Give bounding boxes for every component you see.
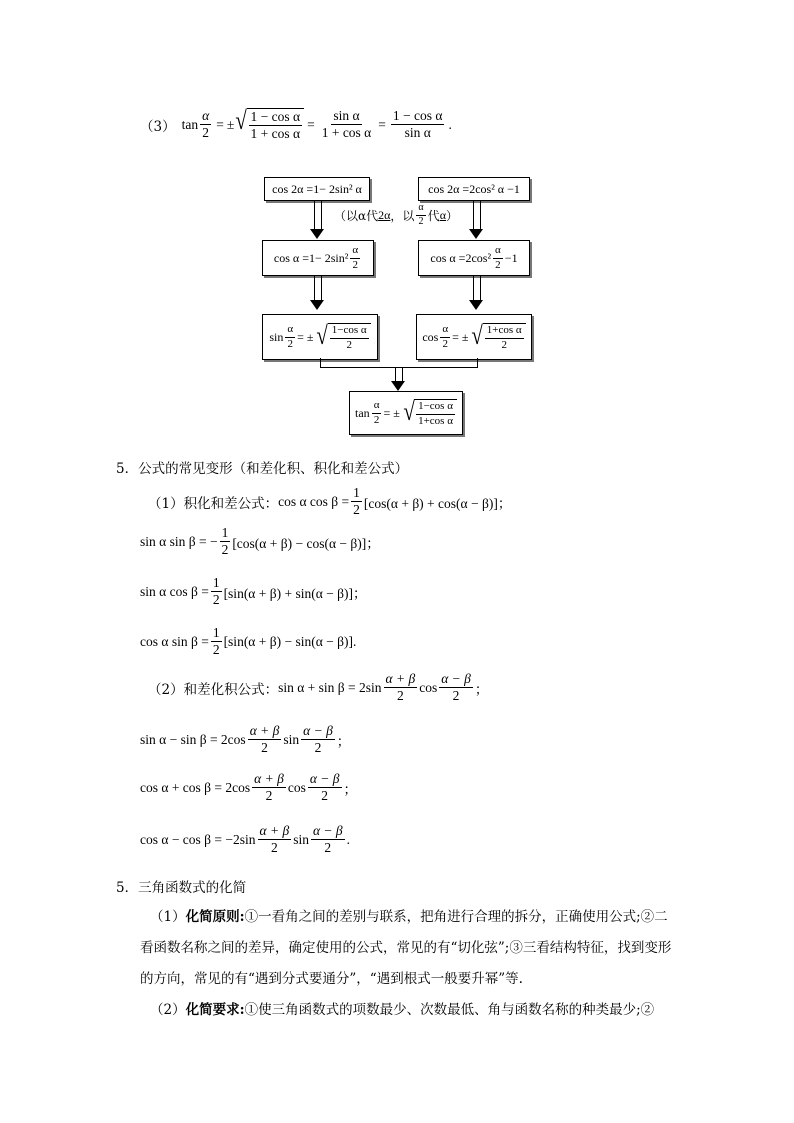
product-to-sum-2: sin α sin β = − $\frac{1}{2}$ [cos(α + β) − cos(α − β)]； — [140, 525, 380, 558]
formula-3: （3） tan $\frac{\alpha}{2}$ = ± √ $\frac{\text{1 − cos α}}{\text{1 + cos α}}$ = $\frac{\text{sin α}}{\text{1 + cos α}}$ = $\frac{\text{1 − cos α}}{\text{sin α}}$ . — [140, 106, 452, 142]
sum-to-product-3: cos α + cos β = 2cos $\frac{\alpha + \beta}{2}$ cos $\frac{\alpha - \beta}{2}$ ； — [140, 771, 357, 804]
arrowhead-right-1 — [469, 229, 483, 239]
alpha-over-2: $\frac{\alpha}{2}$ — [202, 108, 210, 141]
sum-to-product-4: cos α − cos β = −2sin $\frac{\alpha + \beta}{2}$ sin $\frac{\alpha - \beta}{2}$ . — [140, 823, 351, 856]
sum-to-product-2: sin α − sin β = 2cos $\frac{\alpha + \beta}{2}$ sin $\frac{\alpha - \beta}{2}$ ； — [140, 723, 351, 756]
box-cos2a-cos: cos 2α =2cos² α −1 — [418, 177, 530, 201]
arrow-right-1 — [473, 200, 481, 230]
sqrt-fraction: √ $\frac{\text{1 − cos α}}{\text{1 + cos α}}$ — [234, 108, 304, 141]
sin-over-1pluscos: $\frac{\text{sin α}}{\text{1 + cos α}}$ — [321, 108, 372, 141]
box-sin-half: sin $\frac{\alpha}{2}$ = ± √ $\frac{\text{1−cos α}}{2}$ — [262, 314, 378, 360]
box-cos2a-sin: cos 2α =1− 2sin² α — [264, 177, 370, 201]
box-cos-half: cos $\frac{\alpha}{2}$ = ± √ $\frac{\text{1+cos α}}{2}$ — [416, 314, 532, 360]
simplification-requirement: （2）化简要求:①使三角函数式的项数最少、次数最低、角与函数名称的种类最少;② — [150, 1002, 655, 1018]
arrow-center — [395, 368, 403, 382]
box-tan-half: tan $\frac{\alpha}{2}$ = ± √ $\frac{\text{1−cos α}}{\text{1+cos α}}$ — [349, 391, 463, 435]
formula-3-label: （3） — [140, 118, 176, 135]
tan-text: tan — [181, 116, 199, 132]
arrow-left-1 — [314, 200, 322, 230]
substitution-note: （以α代 2α ，以 $\frac{\alpha}{2}$ 代 α ） — [334, 202, 458, 227]
box-cos-a-cos-half: cos α =2cos² $\frac{\alpha}{2}$ −1 — [418, 240, 530, 276]
arrow-left-2 — [314, 276, 322, 302]
product-to-sum-1: （1）积化和差公式： cos α cos β = $\frac{1}{2}$ [cos(α + β) + cos(α − β)]； — [148, 485, 512, 518]
arrowhead-center — [391, 381, 405, 391]
1minuscos-over-sin: $\frac{\text{1 − cos α}}{\text{sin α}}$ — [392, 108, 443, 141]
simplification-principle: （1）化简原则:①一看角之间的差别与联系，把角进行合理的拆分，正确使用公式;②二看函数名称之间的差异，确定使用的公式，常见的有“切化弦”;③三看结构特征，找到变形的方向，常见的有“遇到分式要通分”，“遇到根式一般要升幂”等. — [140, 909, 672, 987]
sum-to-product-1: （2）和差化积公式： sin α + sin β = 2sin $\frac{\alpha + \beta}{2}$ cos $\frac{\alpha - \beta}{2}$ ； — [148, 671, 489, 704]
arrowhead-left-2 — [310, 300, 324, 310]
arrowhead-right-2 — [469, 300, 483, 310]
product-to-sum-4: cos α sin β = $\frac{1}{2}$ [sin(α + β) − sin(α − β)]. — [140, 625, 357, 658]
box-cos-a-sin-half: cos α =1− 2sin² $\frac{\alpha}{2}$ — [262, 240, 374, 276]
section-heading-simplification: 5．三角函数式的化简 — [116, 880, 247, 896]
arrowhead-left-1 — [310, 229, 324, 239]
arrow-right-2 — [473, 276, 481, 302]
section-heading-identities: 5．公式的常见变形（和差化积、积化和差公式） — [116, 461, 409, 477]
product-to-sum-3: sin α cos β = $\frac{1}{2}$ [sin(α + β) + sin(α − β)]； — [140, 575, 367, 608]
